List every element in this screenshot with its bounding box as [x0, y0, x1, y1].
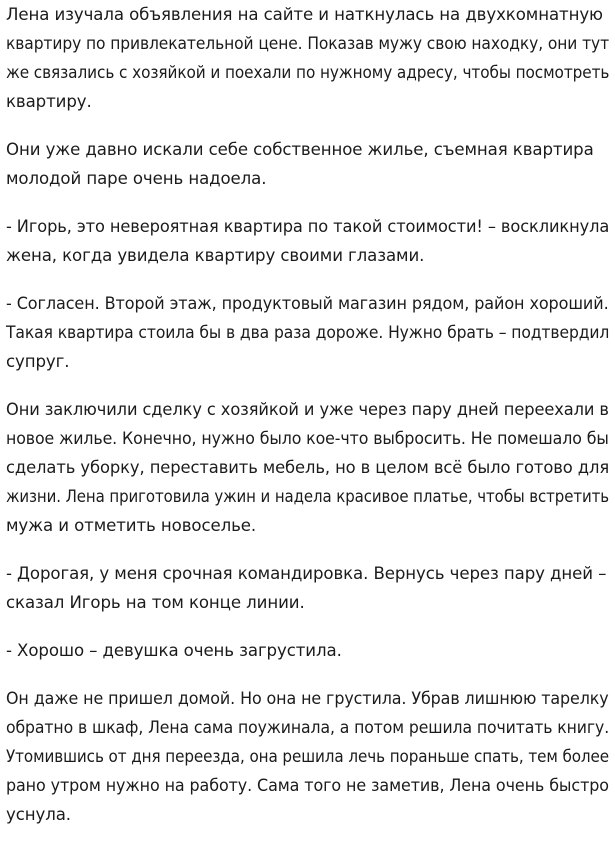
text-line: мужа и отметить новоселье. — [6, 516, 257, 535]
paragraph — [6, 212, 609, 270]
text-line: Они заключили сделку с хозяйкой и уже через пару дней переехали в — [6, 400, 609, 419]
paragraph — [6, 636, 609, 665]
paragraph — [6, 559, 609, 617]
text-line: - Игорь, это невероятная квартира по такой стоимости! – воскликнула — [6, 217, 610, 236]
text-line: рано утром нужно на работу. Сама того не заметив, Лена очень быстро — [6, 776, 609, 795]
text-line: жизни. Лена приготовила ужин и надела красивое платье, чтобы встретить — [6, 487, 610, 506]
text-line: сделать уборку, переставить мебель, но в целом всё было готово для — [6, 458, 610, 477]
article-body — [6, 0, 609, 848]
paragraph — [6, 0, 609, 116]
text-line: Они уже давно искали себе собственное жилье, съемная квартира — [6, 140, 594, 159]
text-line: сказал Игорь на том конце линии. — [6, 593, 305, 612]
text-line: новое жилье. Конечно, нужно было кое-что выбросить. Не помешало бы — [6, 429, 609, 448]
text-line: молодой паре очень надоела. — [6, 169, 267, 188]
text-line: Утомившись от дня переезда, она решила лечь пораньше спать, тем более — [6, 747, 610, 766]
text-line: Лена изучала объявления на сайте и наткнулась на двухкомнатную — [6, 5, 603, 24]
text-line: квартиру. — [6, 92, 92, 111]
text-line: супруг. — [6, 352, 70, 371]
paragraph — [6, 684, 609, 829]
text-line: Он даже не пришел домой. Но она не грустила. Убрав лишнюю тарелку — [6, 689, 609, 708]
text-line: Такая квартира стоила бы в два раза дороже. Нужно брать – подтвердил — [6, 323, 610, 342]
text-line: квартиру по привлекательной цене. Показав мужу свою находку, они тут — [6, 34, 610, 53]
text-line: же связались с хозяйкой и поехали по нужному адресу, чтобы посмотреть — [6, 63, 610, 82]
text-line: - Дорогая, у меня срочная командировка. Вернусь через пару дней – — [6, 564, 607, 583]
text-line: - Хорошо – девушка очень загрустила. — [6, 641, 342, 660]
text-line: - Согласен. Второй этаж, продуктовый магазин рядом, район хороший. — [6, 294, 609, 313]
text-line: жена, когда увидела квартиру своими глазами. — [6, 246, 425, 265]
text-line: обратно в шкаф, Лена сама поужинала, а потом решила почитать книгу. — [6, 718, 610, 737]
paragraph — [6, 395, 609, 540]
text-line: уснула. — [6, 805, 71, 824]
paragraph — [6, 289, 609, 376]
paragraph — [6, 135, 609, 193]
